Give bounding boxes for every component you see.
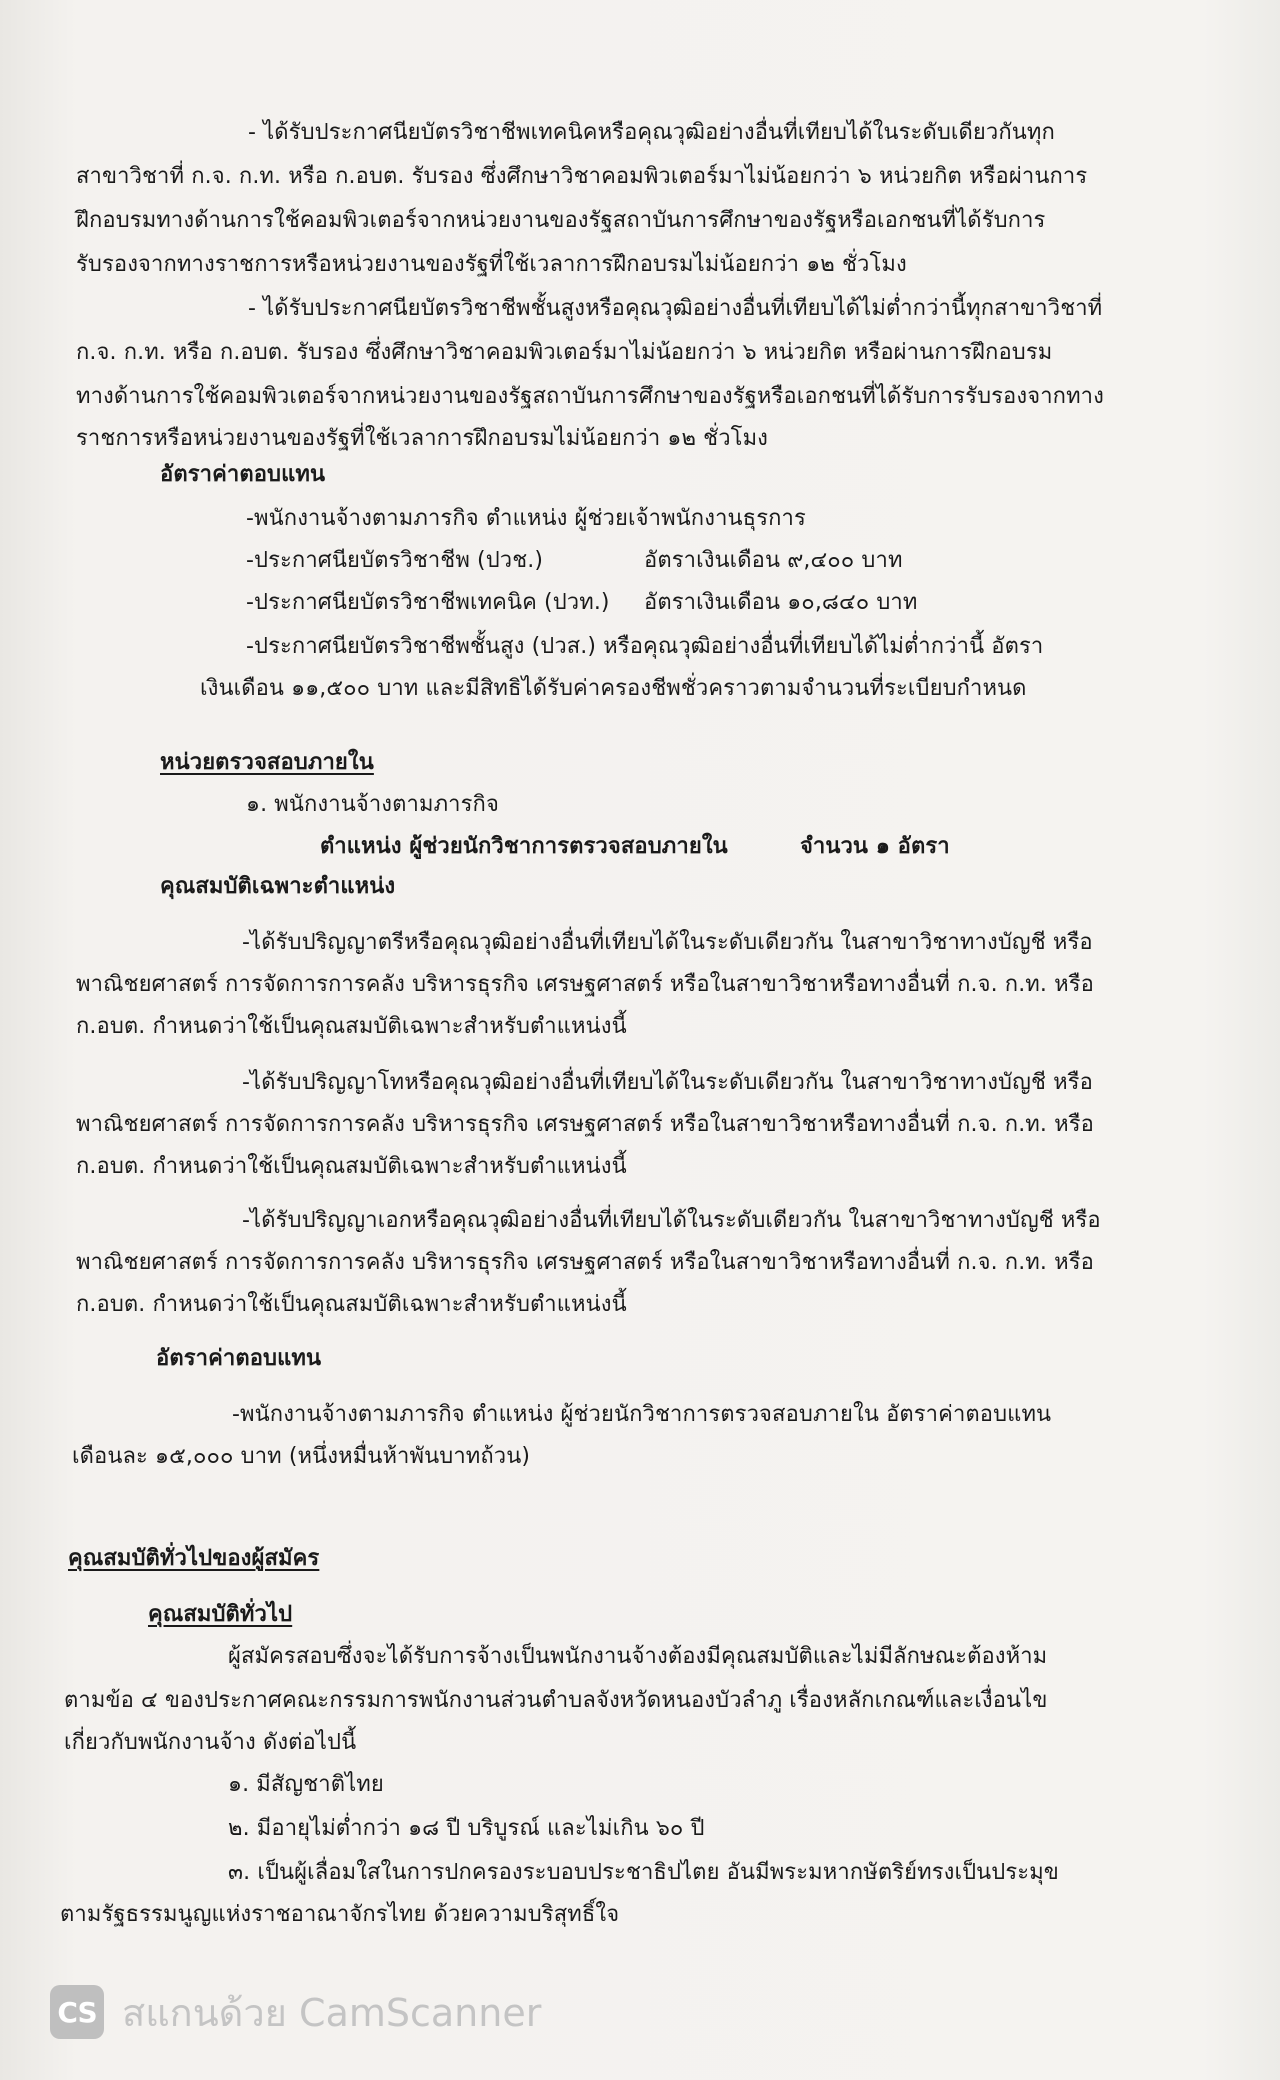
s1-pay-heading: อัตราค่าตอบแทน	[160, 462, 326, 487]
s2-pay-line1: -พนักงานจ้างตามภารกิจ ตำแหน่ง ผู้ช่วยนักวิชาการตรวจสอบภายใน อัตราค่าตอบแทน	[232, 1402, 1052, 1427]
s2-q3-line3: ก.อบต. กำหนดว่าใช้เป็นคุณสมบัติเฉพาะสำหรับตำแหน่งนี้	[76, 1292, 627, 1317]
s3-item1: ๑. มีสัญชาติไทย	[228, 1772, 384, 1797]
s2-q3-line2: พาณิชยศาสตร์ การจัดการการคลัง บริหารธุรกิจ เศรษฐศาสตร์ หรือในสาขาวิชาหรือทางอื่นที่ ก.จ. ก.ท. หรือ	[76, 1250, 1094, 1275]
s3-item3-line1: ๓. เป็นผู้เลื่อมใสในการปกครองระบอบประชาธิปไตย อันมีพระมหากษัตริย์ทรงเป็นประมุข	[228, 1860, 1059, 1885]
camscanner-logo: CS	[50, 1985, 104, 2039]
s1-pay-last-line1: -ประกาศนียบัตรวิชาชีพชั้นสูง (ปวส.) หรือคุณวุฒิอย่างอื่นที่เทียบได้ไม่ต่ำกว่านี้ อัตรา	[246, 634, 1044, 659]
s3-subheading: คุณสมบัติทั่วไป	[148, 1602, 293, 1627]
s1-pay-row1-cert: -ประกาศนียบัตรวิชาชีพ (ปวช.)	[246, 548, 544, 573]
s1-pay-row1-rate: อัตราเงินเดือน ๙,๔๐๐ บาท	[644, 548, 903, 573]
s1-p1-line3: ฝึกอบรมทางด้านการใช้คอมพิวเตอร์จากหน่วยงานของรัฐสถาบันการศึกษาของรัฐหรือเอกชนที่ได้รับการ	[76, 208, 1046, 233]
s1-pay-last-line2: เงินเดือน ๑๑,๕๐๐ บาท และมีสิทธิได้รับค่าครองชีพชั่วคราวตามจำนวนที่ระเบียบกำหนด	[200, 676, 1027, 701]
s3-intro-line1: ผู้สมัครสอบซึ่งจะได้รับการจ้างเป็นพนักงานจ้างต้องมีคุณสมบัติและไม่มีลักษณะต้องห้าม	[228, 1644, 1048, 1669]
s1-p1-line4: รับรองจากทางราชการหรือหน่วยงานของรัฐที่ใช้เวลาการฝึกอบรมไม่น้อยกว่า ๑๒ ชั่วโมง	[76, 252, 907, 277]
s2-q2-line1: -ได้รับปริญญาโทหรือคุณวุฒิอย่างอื่นที่เทียบได้ในระดับเดียวกัน ในสาขาวิชาทางบัญชี หรือ	[242, 1070, 1093, 1095]
s2-pay-line2: เดือนละ ๑๕,๐๐๐ บาท (หนึ่งหมื่นห้าพันบาทถ้วน)	[72, 1444, 531, 1469]
s2-q1-line2: พาณิชยศาสตร์ การจัดการการคลัง บริหารธุรกิจ เศรษฐศาสตร์ หรือในสาขาวิชาหรือทางอื่นที่ ก.จ. ก.ท. หรือ	[76, 972, 1094, 997]
s3-intro-line3: เกี่ยวกับพนักงานจ้าง ดังต่อไปนี้	[64, 1730, 357, 1755]
s1-p1-line2: สาขาวิชาที่ ก.จ. ก.ท. หรือ ก.อบต. รับรอง ซึ่งศึกษาวิชาคอมพิวเตอร์มาไม่น้อยกว่า ๖ หน่วยกิต หรือผ่านการ	[76, 164, 1088, 189]
s1-p2-line1: - ได้รับประกาศนียบัตรวิชาชีพชั้นสูงหรือคุณวุฒิอย่างอื่นที่เทียบได้ไม่ต่ำกว่านี้ทุกสาขาวิชาที่	[248, 296, 1103, 321]
s3-item3-line2: ตามรัฐธรรมนูญแห่งราชอาณาจักรไทย ด้วยความบริสุทธิ์ใจ	[60, 1902, 620, 1927]
s2-position: ตำแหน่ง ผู้ช่วยนักวิชาการตรวจสอบภายใน	[320, 834, 728, 859]
s1-p2-line4: ราชการหรือหน่วยงานของรัฐที่ใช้เวลาการฝึกอบรมไม่น้อยกว่า ๑๒ ชั่วโมง	[76, 426, 769, 451]
s2-q1-line3: ก.อบต. กำหนดว่าใช้เป็นคุณสมบัติเฉพาะสำหรับตำแหน่งนี้	[76, 1014, 627, 1039]
s1-p2-line2: ก.จ. ก.ท. หรือ ก.อบต. รับรอง ซึ่งศึกษาวิชาคอมพิวเตอร์มาไม่น้อยกว่า ๖ หน่วยกิต หรือผ่านการฝึกอบรม	[76, 340, 1053, 365]
s2-q3-line1: -ได้รับปริญญาเอกหรือคุณวุฒิอย่างอื่นที่เทียบได้ในระดับเดียวกัน ในสาขาวิชาทางบัญชี หรือ	[242, 1208, 1101, 1233]
s2-unit-heading: หน่วยตรวจสอบภายใน	[160, 750, 374, 775]
s2-item: ๑. พนักงานจ้างตามภารกิจ	[246, 792, 499, 817]
s2-pay-heading: อัตราค่าตอบแทน	[156, 1346, 322, 1371]
s1-pay-row2-rate: อัตราเงินเดือน ๑๐,๘๔๐ บาท	[644, 590, 918, 615]
s2-q2-line3: ก.อบต. กำหนดว่าใช้เป็นคุณสมบัติเฉพาะสำหรับตำแหน่งนี้	[76, 1154, 627, 1179]
s2-count: จำนวน ๑ อัตรา	[800, 834, 950, 859]
s2-q2-line2: พาณิชยศาสตร์ การจัดการการคลัง บริหารธุรกิจ เศรษฐศาสตร์ หรือในสาขาวิชาหรือทางอื่นที่ ก.จ. ก.ท. หรือ	[76, 1112, 1094, 1137]
s1-pay-position: -พนักงานจ้างตามภารกิจ ตำแหน่ง ผู้ช่วยเจ้าพนักงานธุรการ	[246, 506, 806, 531]
s2-q1-line1: -ได้รับปริญญาตรีหรือคุณวุฒิอย่างอื่นที่เทียบได้ในระดับเดียวกัน ในสาขาวิชาทางบัญชี หรือ	[242, 930, 1093, 955]
s2-qual-heading: คุณสมบัติเฉพาะตำแหน่ง	[160, 874, 396, 899]
s1-p1-line1: - ได้รับประกาศนียบัตรวิชาชีพเทคนิคหรือคุณวุฒิอย่างอื่นที่เทียบได้ในระดับเดียวกันทุก	[248, 120, 1055, 145]
camscanner-text: สแกนด้วย CamScanner	[122, 1990, 542, 2035]
camscanner-watermark	[50, 1982, 541, 2042]
s3-heading: คุณสมบัติทั่วไปของผู้สมัคร	[68, 1546, 320, 1571]
s1-pay-row2-cert: -ประกาศนียบัตรวิชาชีพเทคนิค (ปวท.)	[246, 590, 610, 615]
s3-intro-line2: ตามข้อ ๔ ของประกาศคณะกรรมการพนักงานส่วนตำบลจังหวัดหนองบัวลำภู เรื่องหลักเกณฑ์และเงื่อนไข	[64, 1688, 1048, 1713]
s3-item2: ๒. มีอายุไม่ต่ำกว่า ๑๘ ปี บริบูรณ์ และไม่เกิน ๖๐ ปี	[228, 1816, 705, 1841]
s1-p2-line3: ทางด้านการใช้คอมพิวเตอร์จากหน่วยงานของรัฐสถาบันการศึกษาของรัฐหรือเอกชนที่ได้รับการรับรองจากทาง	[76, 384, 1104, 409]
